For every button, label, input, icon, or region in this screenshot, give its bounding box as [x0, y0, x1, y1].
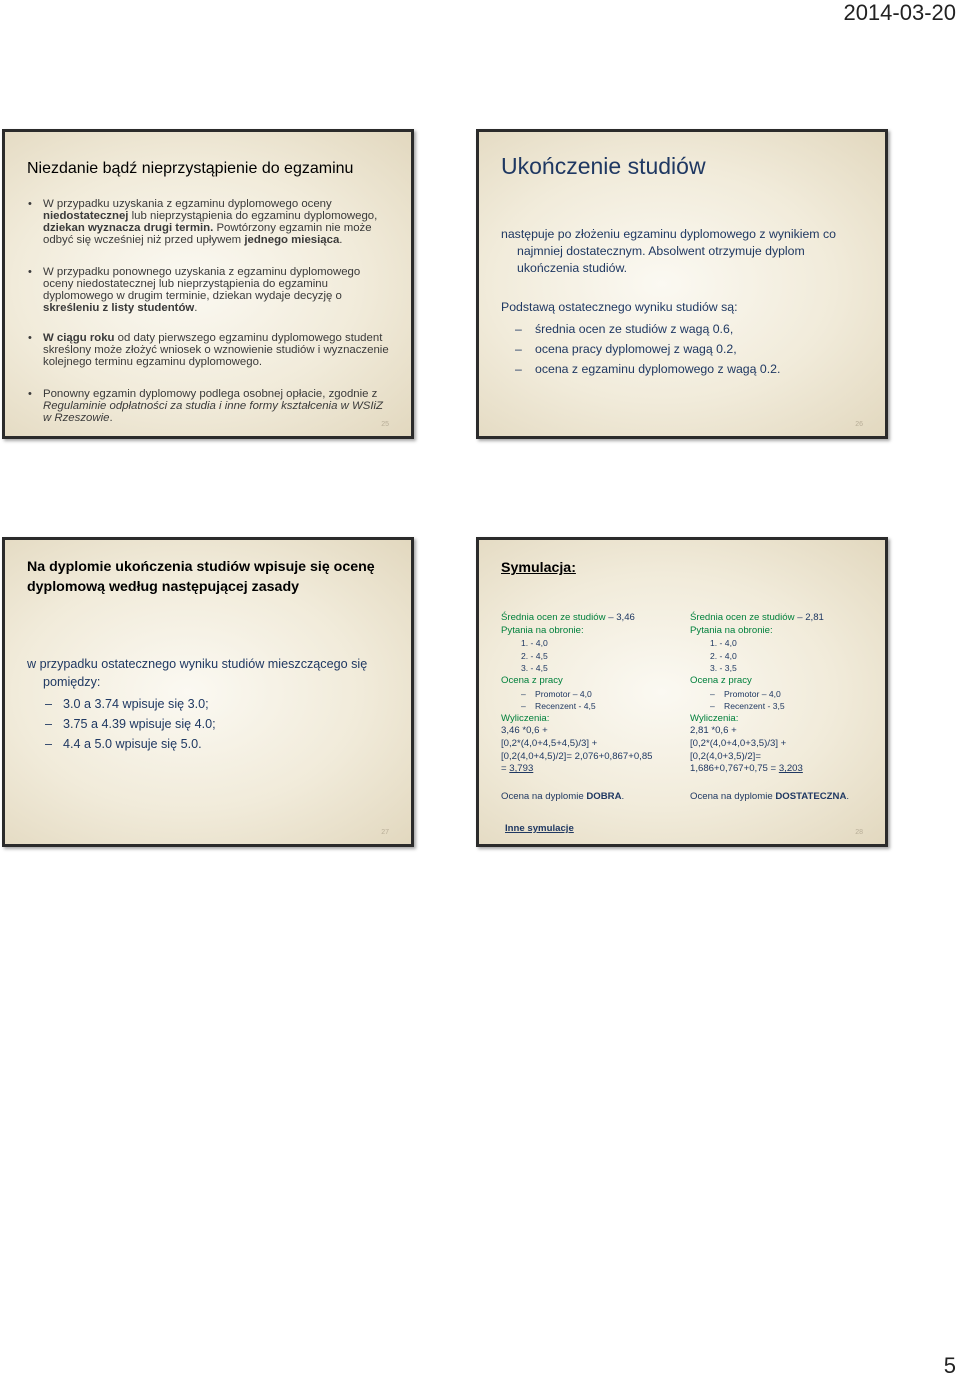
bullet-list	[27, 198, 391, 246]
list-item: – 3.0 a 3.74 wpisuje się 3.0;	[45, 697, 209, 711]
bullet-list	[27, 332, 391, 368]
list-item: – ocena z egzaminu dyplomowego z wagą 0.2.	[515, 362, 781, 376]
list-item: • W ciągu roku od daty pierwszego egzaminu dyplomowego student skreślony może złożyć wniosek o wznowienie studiów i wyznaczenie kolejnego terminu egzaminu dyplomowego.	[28, 332, 389, 368]
list-item: • Ponowny egzamin dyplomowy podlega osobnej opłacie, zgodnie z Regulaminie odpłatności za studia i inne formy kształcenia w WSIiZ w Rzeszowie.	[28, 388, 383, 424]
bullet-list	[27, 388, 391, 424]
slide-28	[476, 537, 888, 847]
page-date: 2014-03-20	[843, 0, 956, 25]
simulation-column-2: Średnia ocen ze studiów – 2,81 Pytania na obronie: 1. - 4,0 2. - 4,0 3. - 3,5 Ocena z pracy – Promotor – 4,0 – Recenzent - 3,5 Wyliczenia: 2,81 *0,6 + [0,2*(4,0+4,0+3,5)/3] + [0,2(4,0+3,5)/2]= 1,686+0,767+0,75 = 3,203 Ocena na dyplomie DOSTATECZNA.	[690, 612, 850, 802]
slide-25	[2, 129, 414, 439]
slide-number: 28	[855, 829, 863, 836]
slide-27	[2, 537, 414, 847]
slide-number: 25	[381, 421, 389, 428]
list-item: – średnia ocen ze studiów z wagą 0.6,	[515, 322, 734, 336]
slide-number: 27	[381, 829, 389, 836]
list-item: – 3.75 a 4.39 wpisuje się 4.0;	[45, 717, 216, 731]
list-item: – 4.4 a 5.0 wpisuje się 5.0.	[45, 737, 202, 751]
list-item: – ocena pracy dyplomowej z wagą 0.2,	[515, 342, 737, 356]
slide-title: Symulacja:	[501, 560, 576, 576]
slide-number: 26	[855, 421, 863, 428]
paragraph: następuje po złożeniu egzaminu dyplomowego z wynikiem co najmniej dostatecznym. Absolwent otrzymuje dyplom ukończenia studiów.	[501, 227, 836, 275]
slide-title: Na dyplomie ukończenia studiów wpisuje się ocenę dyplomową według następującej zasady	[27, 559, 375, 595]
slide-title: Niezdanie bądź nieprzystąpienie do egzaminu	[27, 160, 354, 177]
list-item: • W przypadku ponownego uzyskania z egzaminu dyplomowego oceny niedostatecznej lub nieprzystąpienia do egzaminu dyplomowego w drugim terminie, dziekan wydaje decyzję o skreśleniu z listy studentów.	[28, 266, 361, 314]
paragraph: w przypadku ostatecznego wyniku studiów mieszczącego się pomiędzy:	[27, 657, 368, 689]
range-list	[27, 694, 216, 754]
page-number: 5	[943, 1353, 956, 1378]
paragraph: Podstawą ostatecznego wyniku studiów są:	[501, 300, 738, 314]
more-simulations-link[interactable]: Inne symulacje	[505, 823, 574, 834]
slide-26	[476, 129, 888, 439]
bullet-list	[27, 266, 391, 314]
criteria-list	[501, 319, 780, 379]
list-item: • W przypadku uzyskania z egzaminu dyplomowego oceny niedostatecznej lub nieprzystąpienia do egzaminu dyplomowego, dziekan wyznacza drugi termin. Powtórzony egzamin nie może odbyć się wcześniej niż przed upływem jednego miesiąca.	[28, 198, 378, 246]
slide-title: Ukończenie studiów	[501, 153, 706, 179]
simulation-column-1: Średnia ocen ze studiów – 3,46 Pytania na obronie: 1. - 4,0 2. - 4,5 3. - 4,5 Ocena z pracy – Promotor – 4,0 – Recenzent - 4,5 Wyliczenia: 3,46 *0,6 + [0,2*(4,0+4,5+4,5)/3] + [0,2(4,0+4,5)/2]= 2,076+0,867+0,85 = 3,793 Ocena na dyplomie DOBRA.	[501, 612, 653, 802]
